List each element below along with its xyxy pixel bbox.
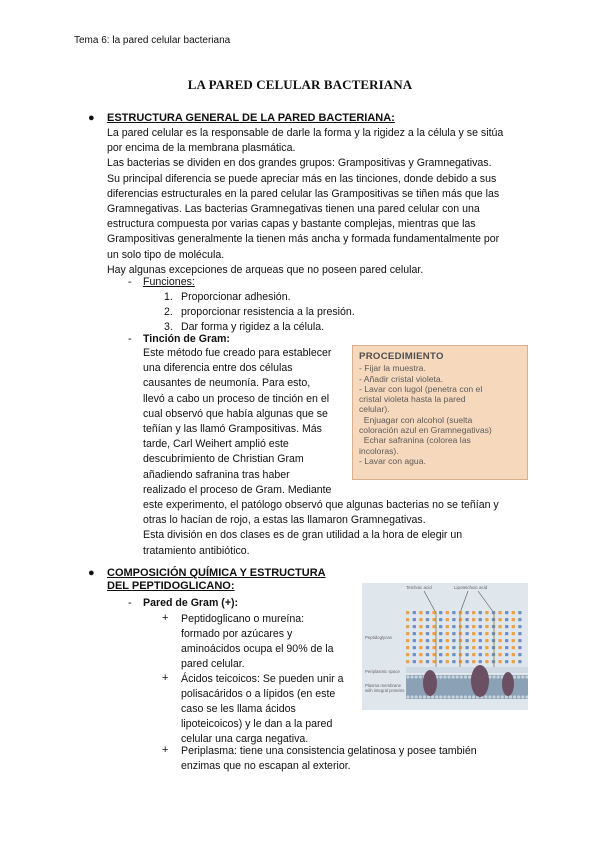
lipid-head: [435, 695, 438, 698]
plus-icon: +: [162, 744, 169, 756]
lipid-head: [419, 675, 422, 678]
procedure-step: - Lavar con agua.: [359, 455, 426, 466]
peptidoglycan-unit: [479, 625, 482, 628]
peptidoglycan-unit: [512, 646, 515, 649]
peptidoglycan-unit: [492, 660, 495, 663]
peptidoglycan-unit: [498, 625, 501, 628]
section-heading-structure: ESTRUCTURA GENERAL DE LA PARED BACTERIANA:: [107, 112, 395, 124]
peptidoglycan-unit: [426, 646, 429, 649]
peptidoglycan-unit: [406, 625, 409, 628]
peptidoglycan-unit: [472, 653, 475, 656]
structure-paragraph: [107, 126, 503, 278]
peptidoglycan-unit: [459, 646, 462, 649]
text-line: llevó a cabo un proceso de tinción en el: [143, 392, 330, 405]
peptidoglycan-unit: [498, 632, 501, 635]
lipid-head: [472, 695, 475, 698]
peptidoglycan-unit: [452, 646, 455, 649]
peptidoglycan-unit: [446, 639, 449, 642]
peptidoglycan-unit: [479, 632, 482, 635]
lipid-head: [460, 695, 463, 698]
lipid-head: [464, 695, 467, 698]
peptidoglycan-unit: [426, 625, 429, 628]
text-line: La pared celular es la responsable de darle la forma y la rigidez a la célula y se sitúa: [107, 127, 504, 139]
heading-line: DEL PEPTIDOGLICANO:: [107, 580, 235, 592]
peptidoglycan-unit: [512, 653, 515, 656]
lipoteichoic-acid-label: Lipoteichoic acid: [454, 585, 488, 590]
peptidoglycan-unit: [432, 646, 435, 649]
text-line: Su principal diferencia se puede apreciar más en las tinciones, donde debido a sus: [107, 172, 497, 185]
peptidoglycan-unit: [472, 639, 475, 642]
peptidoglycan-unit: [479, 646, 482, 649]
peptidoglycan-unit: [492, 632, 495, 635]
peptidoglycan-unit: [452, 618, 455, 621]
text-line: estructura compuesta por varias capas y bastante complejas, mientras que las: [107, 218, 476, 231]
peptidoglycan-unit: [452, 660, 455, 663]
peptidoglycan-unit: [459, 632, 462, 635]
procedure-step: - Añadir cristal violeta.: [359, 373, 444, 384]
dash-icon: -: [128, 276, 132, 288]
peptidoglycan-unit: [446, 611, 449, 614]
peptidoglycan-unit: [512, 639, 515, 642]
lipid-head: [501, 695, 504, 698]
gram-paragraph-wide: [143, 498, 499, 559]
lipid-head: [452, 675, 455, 678]
peptidoglycan-unit: [498, 660, 501, 663]
lipid-head: [456, 695, 459, 698]
peptidoglycan-unit: [426, 618, 429, 621]
heading-line: COMPOSICIÓN QUÍMICA Y ESTRUCTURA: [107, 567, 326, 579]
plus-icon: +: [162, 672, 169, 684]
lipid-head: [456, 675, 459, 678]
peptidoglycan-unit: [479, 618, 482, 621]
gram-label: Tinción de Gram:: [143, 333, 230, 345]
peptidoglycan-unit: [439, 646, 442, 649]
page-title: LA PARED CELULAR BACTERIANA: [187, 77, 413, 92]
peptidoglycan-unit: [419, 639, 422, 642]
peptidoglycan-unit: [492, 611, 495, 614]
lipid-head: [484, 695, 487, 698]
peptidoglycan-unit: [479, 660, 482, 663]
text-line: Peptidoglicano o mureína:: [181, 613, 305, 625]
peptidoglycan-unit: [505, 646, 508, 649]
peptidoglycan-unit: [439, 639, 442, 642]
teichoic-acid-label: Teichoic acid: [406, 585, 432, 590]
peptidoglycan-unit: [406, 639, 409, 642]
list-text: Dar forma y rigidez a la célula.: [181, 321, 325, 334]
peptidoglycan-label: Peptidoglycan: [365, 635, 392, 640]
text-line: polisacáridos o a lípidos (en este: [181, 688, 336, 700]
peptidoglycan-unit: [452, 611, 455, 614]
peptidoglycan-unit: [413, 632, 416, 635]
text-line: aminoácidos ocupa el 90% de la: [181, 643, 334, 655]
lipid-head: [468, 695, 471, 698]
text-line: caso se les llama ácidos: [181, 703, 296, 715]
peptidoglycan-unit: [518, 625, 521, 628]
lipid-head: [447, 675, 450, 678]
peptidoglycan-unit: [439, 660, 442, 663]
lipid-head: [517, 675, 520, 678]
peptidoglycan-unit: [452, 625, 455, 628]
peptidoglycan-unit: [426, 632, 429, 635]
peptidoglycan-unit: [472, 646, 475, 649]
peptidoglycan-unit: [439, 611, 442, 614]
text-line: realizado el proceso de Gram. Mediante: [143, 483, 332, 496]
periplasmic-space-label: Periplasmic space: [365, 669, 400, 674]
peptidoglycan-unit: [426, 611, 429, 614]
funciones-label: Funciones:: [143, 276, 195, 288]
lipid-head: [447, 695, 450, 698]
lipid-head: [443, 675, 446, 678]
procedimiento-box: [352, 345, 528, 480]
text-line: Grampositivas generalmente la tienen más ancha y formada fundamentalmente por: [107, 233, 500, 246]
peptidoglycan-unit: [498, 646, 501, 649]
peptidoglycan-unit: [479, 653, 482, 656]
peptidoglycan-unit: [459, 618, 462, 621]
peptidoglycan-unit: [446, 618, 449, 621]
peptidoglycan-unit: [459, 653, 462, 656]
list-number: 1.: [164, 291, 173, 303]
peptidoglycan-unit: [465, 611, 468, 614]
peptidoglycan-unit: [413, 639, 416, 642]
bullet-icon: ●: [88, 112, 95, 124]
peptidoglycan-unit: [465, 653, 468, 656]
procedure-step: - Lavar con lugol (penetra con el: [359, 383, 483, 394]
peptidoglycan-unit: [485, 653, 488, 656]
dash-icon: -: [128, 597, 132, 609]
pared-gram-label: Pared de Gram (+):: [143, 597, 239, 609]
page-header: Tema 6: la pared celular bacteriana: [74, 35, 231, 46]
peptidoglycan-unit: [413, 618, 416, 621]
peptidoglycan-unit: [492, 639, 495, 642]
peptidoglycan-unit: [426, 660, 429, 663]
plus-icon: +: [162, 612, 169, 624]
peptidoglycan-unit: [426, 653, 429, 656]
plasma-membrane-label: Plasma membrane: [365, 683, 402, 688]
peptidoglycan-unit: [413, 625, 416, 628]
peptidoglycan-unit: [472, 632, 475, 635]
peptidoglycan-unit: [452, 653, 455, 656]
lipid-head: [411, 675, 414, 678]
peptidoglycan-unit: [498, 618, 501, 621]
lipid-head: [415, 695, 418, 698]
procedimiento-heading: PROCEDIMIENTO: [359, 351, 444, 362]
peptidoglycan-unit: [472, 660, 475, 663]
peptidoglycan-unit: [485, 625, 488, 628]
text-line: causantes de neumonía. Para esto,: [143, 377, 311, 390]
dash-icon: -: [128, 333, 132, 345]
periplasma-item: [181, 744, 477, 774]
peptidoglycan-unit: [518, 618, 521, 621]
peptidoglycan-unit: [505, 660, 508, 663]
peptidoglycan-unit: [485, 660, 488, 663]
peptidoglycan-unit: [512, 625, 515, 628]
lipid-head: [521, 695, 524, 698]
list-number: 2.: [164, 306, 173, 319]
peptidoglycan-unit: [446, 660, 449, 663]
peptidoglycan-unit: [406, 618, 409, 621]
peptidoglycan-unit: [452, 632, 455, 635]
procedure-step: Enjuagar con alcohol (suelta: [359, 414, 473, 425]
text-line: un solo tipo de molécula.: [107, 248, 225, 261]
peptidoglycan-unit: [406, 611, 409, 614]
peptidoglycan-unit: [465, 660, 468, 663]
lipid-head: [411, 695, 414, 698]
list-number: 3.: [164, 321, 173, 334]
peptidoglycan-unit: [485, 639, 488, 642]
peptidoglycan-unit: [432, 660, 435, 663]
procedure-step: - Fijar la muestra.: [359, 363, 426, 374]
peptidoglycan-unit: [432, 632, 435, 635]
peptidoglycan-unit: [406, 646, 409, 649]
text-line: Periplasma: tiene una consistencia gelatinosa y posee también: [181, 745, 477, 757]
peptidoglycan-unit: [459, 660, 462, 663]
text-line: otras lo hacían de rojo, a estas las llamaron Gramnegativas.: [143, 514, 426, 527]
peptidoglycan-unit: [426, 639, 429, 642]
peptidoglycan-unit: [512, 632, 515, 635]
text-line: tarde, Carl Weihert amplió este: [143, 438, 289, 451]
lipid-head: [464, 675, 467, 678]
peptidoglycan-unit: [459, 625, 462, 628]
peptidoglycan-unit: [485, 646, 488, 649]
peptidoglycan-unit: [419, 625, 422, 628]
peptidoglycan-unit: [439, 653, 442, 656]
integral-protein: [502, 672, 514, 696]
peptidoglycan-unit: [465, 646, 468, 649]
peptidoglycan-unit: [505, 639, 508, 642]
peptidoglycan-unit: [512, 660, 515, 663]
peptidoglycan-unit: [446, 632, 449, 635]
text-line: pared celular.: [181, 658, 245, 670]
peptidoglycan-unit: [432, 618, 435, 621]
periplasmic-space: [406, 667, 528, 673]
lipid-head: [443, 695, 446, 698]
section-heading-composition: [107, 567, 326, 593]
peptidoglycan-unit: [492, 625, 495, 628]
peptidoglycan-unit: [406, 632, 409, 635]
lipid-head: [439, 695, 442, 698]
gram-paragraph-narrow: [143, 346, 331, 498]
text-line: Este método fue creado para establecer: [143, 347, 332, 359]
text-line: Gramnegativas. Las bacterias Gramnegativas tienen una pared celular con una: [107, 203, 480, 216]
peptidoglycan-unit: [518, 660, 521, 663]
peptidoglycan-unit: [432, 625, 435, 628]
peptidoglycan-unit: [518, 632, 521, 635]
peptidoglycan-unit: [439, 632, 442, 635]
peptidoglycan-unit: [413, 653, 416, 656]
procedure-step: cristal violeta hasta la pared: [359, 394, 466, 405]
text-line: Ácidos teicoicos: Se pueden unir a: [181, 673, 344, 685]
peptidoglycan-unit: [465, 639, 468, 642]
lipid-head: [521, 675, 524, 678]
peptidoglycan-unit: [498, 653, 501, 656]
lipid-head: [488, 695, 491, 698]
peptidoglycan-unit: [439, 625, 442, 628]
lipid-head: [488, 675, 491, 678]
peptidoglycan-unit: [446, 625, 449, 628]
lipid-head: [415, 675, 418, 678]
peptidoglycan-unit: [512, 611, 515, 614]
peptidoglycan-unit: [485, 611, 488, 614]
peptidoglycan-unit: [498, 639, 501, 642]
peptidoglycan-unit: [419, 618, 422, 621]
peptidoglycan-unit: [446, 653, 449, 656]
peptidoglycan-unit: [518, 646, 521, 649]
peptidoglycan-unit: [505, 653, 508, 656]
peptidoglycan-unit: [479, 611, 482, 614]
peptidoglicano-item: [181, 612, 334, 672]
integral-protein: [423, 670, 437, 696]
list-text: proporcionar resistencia a la presión.: [181, 306, 355, 319]
lipid-head: [497, 675, 500, 678]
text-line: teñían y las llamó Grampositivas. Más: [143, 423, 322, 436]
lipid-head: [513, 695, 516, 698]
list-item: [164, 290, 355, 305]
peptidoglycan-unit: [498, 611, 501, 614]
peptidoglycan-unit: [472, 618, 475, 621]
lipid-head: [406, 695, 409, 698]
lipid-head: [497, 695, 500, 698]
lipid-head: [493, 675, 496, 678]
plasma-membrane-label-2: with integral proteins: [365, 688, 405, 693]
text-line: Esta división en dos clases es de gran utilidad a la hora de elegir un: [143, 529, 463, 542]
text-line: formado por azúcares y: [181, 628, 293, 640]
peptidoglycan-unit: [413, 646, 416, 649]
peptidoglycan-unit: [518, 639, 521, 642]
lipid-head: [406, 675, 409, 678]
lipid-head: [419, 695, 422, 698]
procedure-step: coloración azul en Gramnegativas): [359, 425, 492, 436]
peptidoglycan-unit: [419, 632, 422, 635]
text-line: cual observó que había algunas que se: [143, 407, 328, 420]
peptidoglycan-unit: [439, 618, 442, 621]
peptidoglycan-unit: [406, 653, 409, 656]
lipid-head: [513, 675, 516, 678]
text-line: enzimas que no escapan al exterior.: [181, 760, 351, 772]
peptidoglycan-unit: [518, 611, 521, 614]
peptidoglycan-unit: [465, 632, 468, 635]
procedure-step: incoloras).: [359, 445, 399, 456]
peptidoglycan-unit: [492, 653, 495, 656]
peptidoglycan-unit: [452, 639, 455, 642]
peptidoglycan-unit: [432, 639, 435, 642]
lipid-head: [423, 695, 426, 698]
text-line: tratamiento antibiótico.: [143, 544, 250, 557]
peptidoglycan-unit: [406, 660, 409, 663]
peptidoglycan-unit: [419, 611, 422, 614]
text-line: por encima de la membrana plasmática.: [107, 142, 296, 155]
peptidoglycan-unit: [413, 660, 416, 663]
peptidoglycan-unit: [465, 618, 468, 621]
peptidoglycan-unit: [505, 632, 508, 635]
integral-protein: [471, 665, 489, 697]
lipid-head: [493, 695, 496, 698]
peptidoglycan-unit: [492, 618, 495, 621]
text-line: Las bacterias se dividen en dos grandes grupos: Grampositivas y Gramnegativas.: [107, 157, 492, 170]
peptidoglycan-unit: [492, 646, 495, 649]
peptidoglycan-unit: [419, 646, 422, 649]
lipid-head: [452, 695, 455, 698]
list-item: [164, 305, 355, 320]
lipid-head: [509, 695, 512, 698]
list-text: Proporcionar adhesión.: [181, 291, 291, 303]
text-line: diferencias estructurales en la pared celular las Grampositivas se tiñen más que las: [107, 187, 500, 200]
peptidoglycan-unit: [472, 625, 475, 628]
peptidoglycan-unit: [505, 611, 508, 614]
peptidoglycan-unit: [432, 611, 435, 614]
peptidoglycan-unit: [432, 653, 435, 656]
text-line: una diferencia entre dos células: [143, 362, 293, 375]
lipid-head: [439, 675, 442, 678]
lipid-head: [431, 695, 434, 698]
procedure-step: celular).: [359, 404, 390, 415]
peptidoglycan-unit: [505, 618, 508, 621]
text-line: descubrimiento de Christian Gram: [143, 453, 304, 466]
gram-positive-wall-diagram: [362, 583, 528, 710]
peptidoglycan-unit: [413, 611, 416, 614]
procedure-step: Echar safranina (colorea las: [359, 435, 471, 446]
acidos-teicoicos-item: [181, 672, 344, 747]
peptidoglycan-unit: [459, 639, 462, 642]
lipid-head: [468, 675, 471, 678]
peptidoglycan-unit: [485, 632, 488, 635]
peptidoglycan-unit: [459, 611, 462, 614]
lipid-head: [517, 695, 520, 698]
peptidoglycan-unit: [479, 639, 482, 642]
peptidoglycan-unit: [419, 653, 422, 656]
peptidoglycan-unit: [472, 611, 475, 614]
peptidoglycan-unit: [505, 625, 508, 628]
peptidoglycan-unit: [446, 646, 449, 649]
peptidoglycan-unit: [419, 660, 422, 663]
text-line: Hay algunas excepciones de arqueas que no poseen pared celular.: [107, 263, 424, 276]
bullet-icon: ●: [88, 567, 95, 579]
lipid-head: [460, 675, 463, 678]
text-line: este experimento, el patólogo observó que algunas bacterias no se teñían y: [143, 499, 499, 511]
funciones-list: [164, 290, 355, 336]
peptidoglycan-unit: [485, 618, 488, 621]
text-line: añadiendo safranina tras haber: [143, 468, 290, 481]
peptidoglycan-unit: [512, 618, 515, 621]
peptidoglycan-unit: [465, 625, 468, 628]
peptidoglycan-unit: [518, 653, 521, 656]
text-line: celular una carga negativa.: [181, 733, 309, 745]
text-line: lipoteicoicos) y le dan a la pared: [181, 718, 333, 730]
